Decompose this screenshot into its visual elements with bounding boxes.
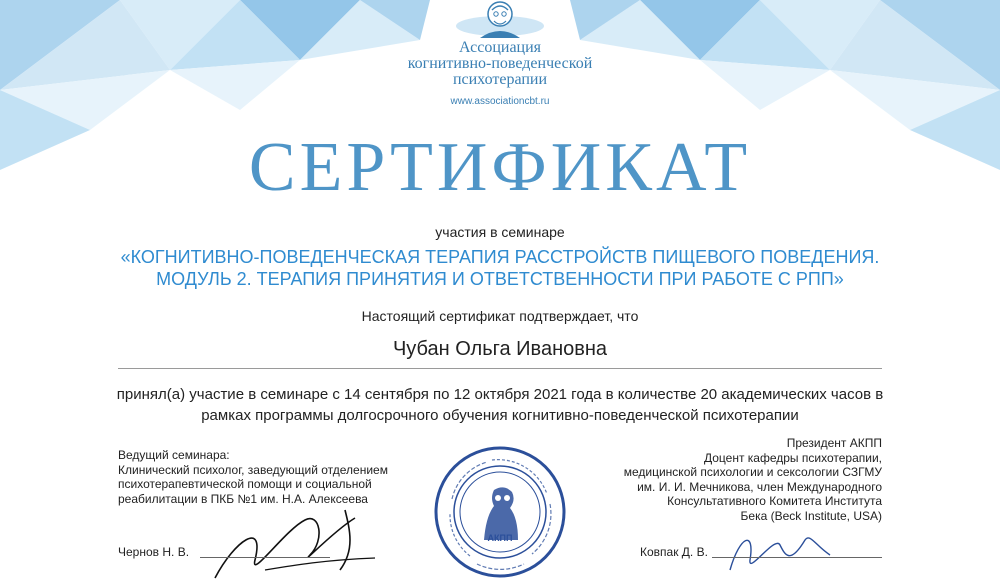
association-logo-icon (430, 0, 570, 40)
stamp-center-text: АКПП (487, 533, 513, 543)
certificate-title: СЕРТИФИКАТ (248, 129, 752, 206)
president-block (540, 436, 882, 523)
seminar-title-line: МОДУЛЬ 2. ТЕРАПИЯ ПРИНЯТИЯ И ОТВЕТСТВЕННОСТИ ПРИ РАБОТЕ С РПП» (156, 269, 844, 289)
president-line: им. И. И. Мечникова, член Международного (637, 479, 882, 494)
leader-signature-line (200, 557, 330, 558)
participation-line: принял(а) участие в семинаре с 14 сентября по 12 октября 2021 года в количестве 20 академических часов в (116, 386, 884, 403)
leader-line: Ведущий семинара: (118, 448, 230, 462)
president-line: медицинской психологии и сексологии СЗГМУ (623, 465, 882, 479)
leader-signature-name: Чернов Н. В. (118, 545, 190, 559)
organization-name-line: когнитивно-поведенческой (407, 55, 593, 72)
president-line: Доцент кафедры психотерапии, (703, 450, 882, 465)
participant-name: Чубан Ольга Ивановна (392, 338, 608, 360)
seminar-leader-block (118, 448, 438, 506)
organization-name (340, 40, 660, 88)
leader-signature-icon (205, 500, 385, 585)
seminar-title (30, 246, 970, 290)
president-line: Бека (Beck Institute, USA) (740, 508, 882, 523)
president-line: Консультативного Комитета Института (667, 494, 882, 508)
president-signature-icon (720, 515, 840, 580)
certificate-subtitle: участия в семинаре (435, 224, 565, 240)
organization-url: www.associationcbt.ru (450, 96, 550, 107)
leader-line: Клинический психолог, заведующий отделением (118, 462, 388, 477)
president-signature-name: Ковпак Д. В. (640, 545, 708, 559)
participation-text (40, 384, 960, 426)
association-stamp (432, 444, 568, 580)
leader-line: реабилитации в ПКБ №1 им. Н.А. Алексеева (118, 491, 368, 506)
confirmation-text: Настоящий сертификат подтверждает, что (361, 308, 639, 324)
president-line: Президент АКПП (786, 436, 882, 450)
seminar-title-line: «КОГНИТИВНО-ПОВЕДЕНЧЕСКАЯ ТЕРАПИЯ РАССТРОЙСТВ ПИЩЕВОГО ПОВЕДЕНИЯ. (120, 247, 880, 267)
organization-name-line: психотерапии (452, 71, 548, 88)
president-signature-line (712, 557, 882, 558)
participant-name-underline (118, 368, 882, 369)
leader-line: психотерапевтической помощи и социальной (118, 477, 372, 491)
organization-name-line: Ассоциация (458, 39, 542, 56)
participation-line: рамках программы долгосрочного обучения когнитивно-поведенческой психотерапии (201, 407, 799, 424)
